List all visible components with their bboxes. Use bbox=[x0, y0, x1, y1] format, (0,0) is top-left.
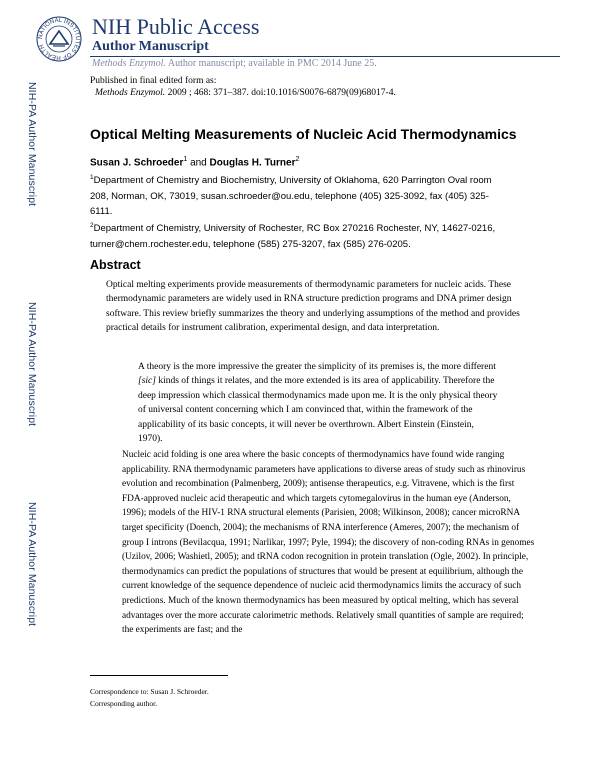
author-manuscript-subtitle: Author Manuscript bbox=[92, 39, 209, 54]
footnote-correspondence: Correspondence to: Susan J. Schroeder. bbox=[90, 687, 209, 696]
author-conjunction: and bbox=[190, 157, 207, 169]
quote-sic: [sic] bbox=[138, 376, 156, 387]
author-1: Susan J. Schroeder bbox=[90, 157, 184, 169]
side-label-1: NIH-PA Author Manuscript bbox=[26, 82, 38, 207]
availability-line bbox=[92, 58, 377, 69]
author-line bbox=[90, 156, 299, 168]
citation-line bbox=[95, 88, 396, 98]
availability-text: Author manuscript; available in PMC 2014 June 25. bbox=[167, 58, 377, 69]
citation-details: 2009 ; 468: 371–387. doi:10.1016/S0076-6879(09)68017-4. bbox=[167, 88, 396, 98]
quote-part-1: A theory is the more impressive the greater the simplicity of its premises is, the more different bbox=[138, 362, 496, 372]
svg-text:NATIONAL INSTITUTES OF HEALTH bbox=[38, 18, 80, 60]
affiliation-2-text: Department of Chemistry, University of Rochester, RC Box 270216 Rochester, NY, 14627-0216, turner@chem.rochester.edu, telephone (585) 275-3207, fax (585) 276-0205. bbox=[90, 223, 496, 250]
quote-part-2: kinds of things it relates, and the more extended is its area of applicability. Therefore the deep impression which classical thermodynamics made upon me. It is the only physical theory of universal content concerning which I am convinced that, within the framework of the applicability of its basic concepts, it will never be overthrown. Albert Einstein (Einstein, 1970). bbox=[138, 376, 498, 445]
footnote-corresponding: Corresponding author. bbox=[90, 699, 158, 708]
article-title: Optical Melting Measurements of Nucleic Acid Thermodynamics bbox=[90, 126, 517, 142]
logo-ring-text: NATIONAL INSTITUTES OF HEALTH bbox=[37, 17, 81, 61]
nih-seal-logo bbox=[36, 16, 82, 62]
side-label-3: NIH-PA Author Manuscript bbox=[26, 502, 38, 627]
author-1-sup: 1 bbox=[183, 156, 188, 163]
author-2-sup: 2 bbox=[295, 156, 300, 163]
abstract-heading: Abstract bbox=[90, 258, 141, 272]
author-2: Douglas H. Turner bbox=[209, 157, 296, 169]
journal-name: Methods Enzymol. bbox=[92, 58, 166, 69]
nih-public-access-title: NIH Public Access bbox=[92, 14, 260, 39]
body-paragraph: Nucleic acid folding is one area where the basic concepts of thermodynamics have found wide ranging applicability. RNA thermodynamic parameters have applications to diverse areas of study such as rhinovirus evolution and recombination (Palmenberg, 2009); antisense therapeutics, e.g. Vitravene, which is the first FDA-approved nucleic acid therapeutic and which targets cytomegalovirus in the human eye (Anderson, 1996); models of the HIV-1 RNA structural elements (Parisien, 2008; Wilkinson, 2008); cancer microRNA target specificity (Doench, 2004); the mechanisms of RNA interference (Ameres, 2007); the mechanism of group I introns (Bevilacqua, 1991; Narlikar, 1997; Pyle, 1994); the discovery of non-coding RNAs in genomes (Uzilov, 2006; Washietl, 2005); and tRNA codon recognition in protein translation (Ogle, 2002). In principle, thermodynamics can predict the populations of structures that would be present at equilibrium, although the current knowledge of the sequence dependence of nucleic acid thermodynamics limits the accuracy of such predictions. Much of the known thermodynamics has been measured by optical melting, which has several advantages over the more accurate calorimetric methods. Relatively small quantities of sample are required; the experiments are fast; and the bbox=[122, 450, 535, 636]
footnote-rule bbox=[90, 675, 228, 676]
affiliation-1-text: Department of Chemistry and Biochemistry, University of Oklahoma, 620 Parrington Oval room 208, Norman, OK, 73019, susan.schroeder@ou.edu, telephone (405) 325-3092, fax (405) 325-6111. bbox=[90, 175, 492, 218]
abstract-text: Optical melting experiments provide measurements of thermodynamic parameters for nucleic acids. These thermodynamic parameters are widely used in RNA structure prediction programs and DNA primer design software. This review briefly summarizes the theory and underlying assumptions of the method and provides practical details for instrument calibration, experimental design, and data interpretation. bbox=[106, 280, 520, 334]
affiliation-2 bbox=[90, 218, 510, 252]
affiliation-2-sup: 2 bbox=[90, 222, 94, 229]
side-label-2: NIH-PA Author Manuscript bbox=[26, 302, 38, 427]
header-rule bbox=[90, 56, 560, 57]
published-form-label: Published in final edited form as: bbox=[90, 76, 217, 86]
affiliation-1 bbox=[90, 170, 510, 220]
affiliation-1-sup: 1 bbox=[90, 174, 94, 181]
einstein-quote bbox=[138, 360, 498, 446]
citation-journal: Methods Enzymol. bbox=[95, 88, 166, 98]
